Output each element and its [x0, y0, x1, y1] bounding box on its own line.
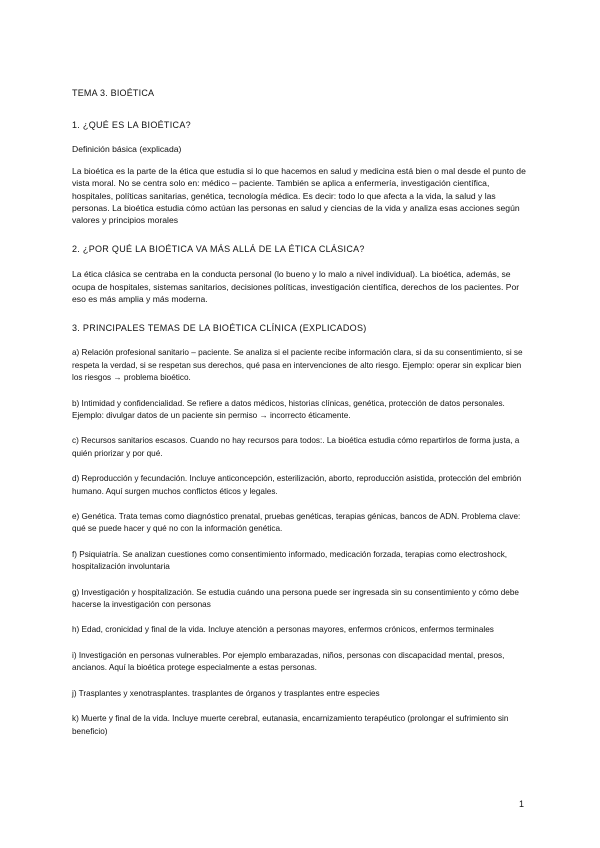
list-item-e: e) Genética. Trata temas como diagnóstico prenatal, pruebas genéticas, terapias génicas, bancos de ADN. Problema clave: qué se puede hacer y qué no con la información genética.: [72, 512, 521, 534]
list-item-b: b) Intimidad y confidencialidad. Se refiere a datos médicos, historias clínicas, genética, protección de datos personales. Ejemplo: divulgar datos de un paciente sin permiso → incorrecto éticamente.: [72, 398, 505, 420]
list-item-h: h) Edad, cronicidad y final de la vida. Incluye atención a personas mayores, enfermos crónicos, enfermos terminales: [72, 625, 494, 635]
section-2-heading: 2. ¿POR QUÉ LA BIOÉTICA VA MÁS ALLÁ DE LA ÉTICA CLÁSICA?: [72, 244, 365, 255]
section-1-body: La bioética es la parte de la ética que estudia si lo que hacemos en salud y medicina está bien o mal desde el punto de vista moral. No se centra solo en: médico – paciente. También se aplica a enfermería, investigación científica, hospitales, políticas sanitarias, genética, tecnología médica. Es decir: todo lo que afecta a la vida, la salud y las personas. La bioética estudia cómo actúan las personas en salud y ciencias de la vida y analiza esas acciones según valores y principios morales: [72, 166, 526, 226]
section-1-heading: 1. ¿QUÉ ES LA BIOÉTICA?: [72, 120, 191, 130]
list-item-g: g) Investigación y hospitalización. Se estudia cuándo una persona puede ser ingresada sin su consentimiento y cómo debe hacerse la investigación con personas: [72, 587, 519, 610]
page-number: 1: [518, 799, 524, 809]
list-item-f: f) Psiquiatría. Se analizan cuestiones como consentimiento informado, medicación forzada, terapias como electroshock, hospitalización involuntaria: [72, 549, 508, 572]
section-3-heading: 3. PRINCIPALES TEMAS DE LA BIOÉTICA CLÍNICA (EXPLICADOS): [72, 323, 367, 334]
section-1-subheading: Definición básica (explicada): [72, 144, 182, 154]
section-2-body: La ética clásica se centraba en la conducta personal (lo bueno y lo malo a nivel individual). La bioética, además, se ocupa de hospitales, sistemas sanitarios, decisiones políticas, investigación científica, derechos de los pacientes. Por eso es más amplia y más moderna.: [72, 269, 520, 305]
list-item-j: j) Trasplantes y xenotrasplantes. trasplantes de órganos y trasplantes entre especies: [72, 688, 380, 698]
list-item-d: d) Reproducción y fecundación. Incluye anticoncepción, esterilización, aborto, reproducción asistida, protección del embrión humano. Aquí surgen muchos conflictos éticos y legales.: [72, 474, 522, 496]
document-title: TEMA 3. BIOÉTICA: [72, 88, 155, 98]
page-content: [72, 88, 528, 751]
list-item-c: c) Recursos sanitarios escasos. Cuando no hay recursos para todos:. La bioética estudia cómo repartirlos de forma justa, a quién priorizar y por qué.: [72, 436, 520, 458]
list-item-a: a) Relación profesional sanitario – paciente. Se analiza si el paciente recibe información clara, si da su consentimiento, si se respeta la verdad, si se respetan sus derechos, qué pasa en intervenciones de alto riesgo. Ejemplo: operar sin explicar bien los riesgos → problema bioético.: [72, 348, 523, 383]
list-item-i: i) Investigación en personas vulnerables. Por ejemplo embarazadas, niños, personas con discapacidad mental, presos, ancianos. Aquí la bioética protege especialmente a estas personas.: [72, 650, 505, 673]
list-item-k: k) Muerte y final de la vida. Incluye muerte cerebral, eutanasia, encarnizamiento terapéutico (prolongar el sufrimiento sin beneficio): [72, 714, 509, 736]
